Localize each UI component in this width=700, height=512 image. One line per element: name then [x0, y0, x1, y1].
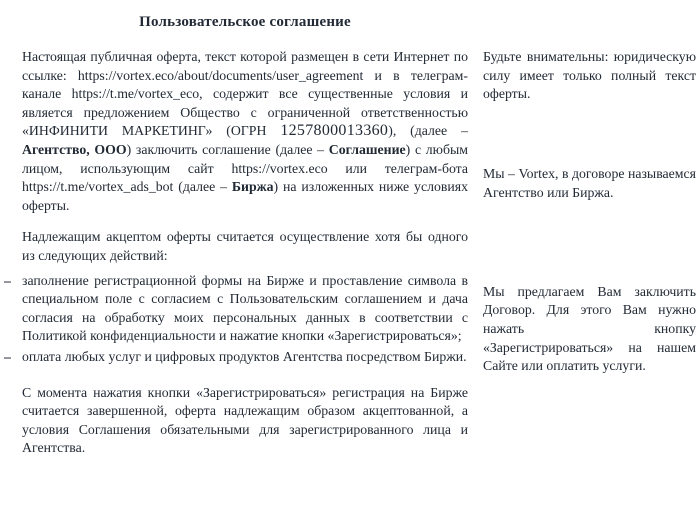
margin-note-vortex-naming: Мы – Vortex, в договоре называемся Агентство или Биржа.: [483, 166, 696, 200]
list-item: [4, 348, 468, 367]
document-body: [4, 48, 696, 458]
paragraph-offer-intro: Настоящая публичная оферта, текст которой размещен в сети Интернет по ссылке: https://vortex.eco/about/documents/user_agreement и в телеграм-канале https://t.me/vortex_eco, содержит все существенные условия и является предложением Общество с ограниченной ответственностью «ИНФИНИТИ МАРКЕТИНГ» (ОГРН 1257800013360), (далее – Агентство, ООО) заключить соглашение (далее – Соглашение) с любым лицом, использующим сайт https://vortex.eco или телеграм-бота https://t.me/vortex_ads_bot (далее – Биржа) на изложенных ниже условиях оферты.: [22, 49, 468, 213]
margin-note-contract-offer: Мы предлагаем Вам заключить Договор. Для этого Вам нужно нажать кнопку «Зарегистрироваться» на нашем Сайте или оплатить услуги.: [483, 283, 696, 374]
dash-bullet-icon: –: [4, 348, 11, 364]
paragraph-acceptance: Надлежащим акцептом оферты считается осуществление хотя бы одного из следующих действий:: [22, 229, 468, 263]
acceptance-actions-list: [4, 272, 468, 367]
list-item-payment-text: оплата любых услуг и цифровых продуктов Агентства посредством Биржи.: [22, 348, 467, 364]
list-item-registration-text: заполнение регистрационной формы на Бирже и проставление символа в специальном поле с согласием с Пользовательским соглашением и дача согласия на обработку моих персональных данных в соответствии с Политикой конфиденциальности и нажатие кнопки «Зарегистрироваться»;: [22, 272, 468, 344]
list-item: [4, 272, 468, 346]
dash-bullet-icon: –: [4, 272, 11, 288]
paragraph-registration-complete: С момента нажатия кнопки «Зарегистрироваться» регистрация на Бирже считается завершенной, оферта надлежащим образом акцептованной, а условия Соглашения обязательными для зарегистрированного лица и Агентства.: [22, 384, 468, 456]
margin-note-warning: Будьте внимательны: юридическую силу имеет только полный текст оферты.: [483, 49, 696, 102]
main-text-column: [4, 48, 468, 458]
page-title: Пользовательское соглашение: [139, 14, 351, 30]
margin-notes-column: [483, 48, 696, 376]
